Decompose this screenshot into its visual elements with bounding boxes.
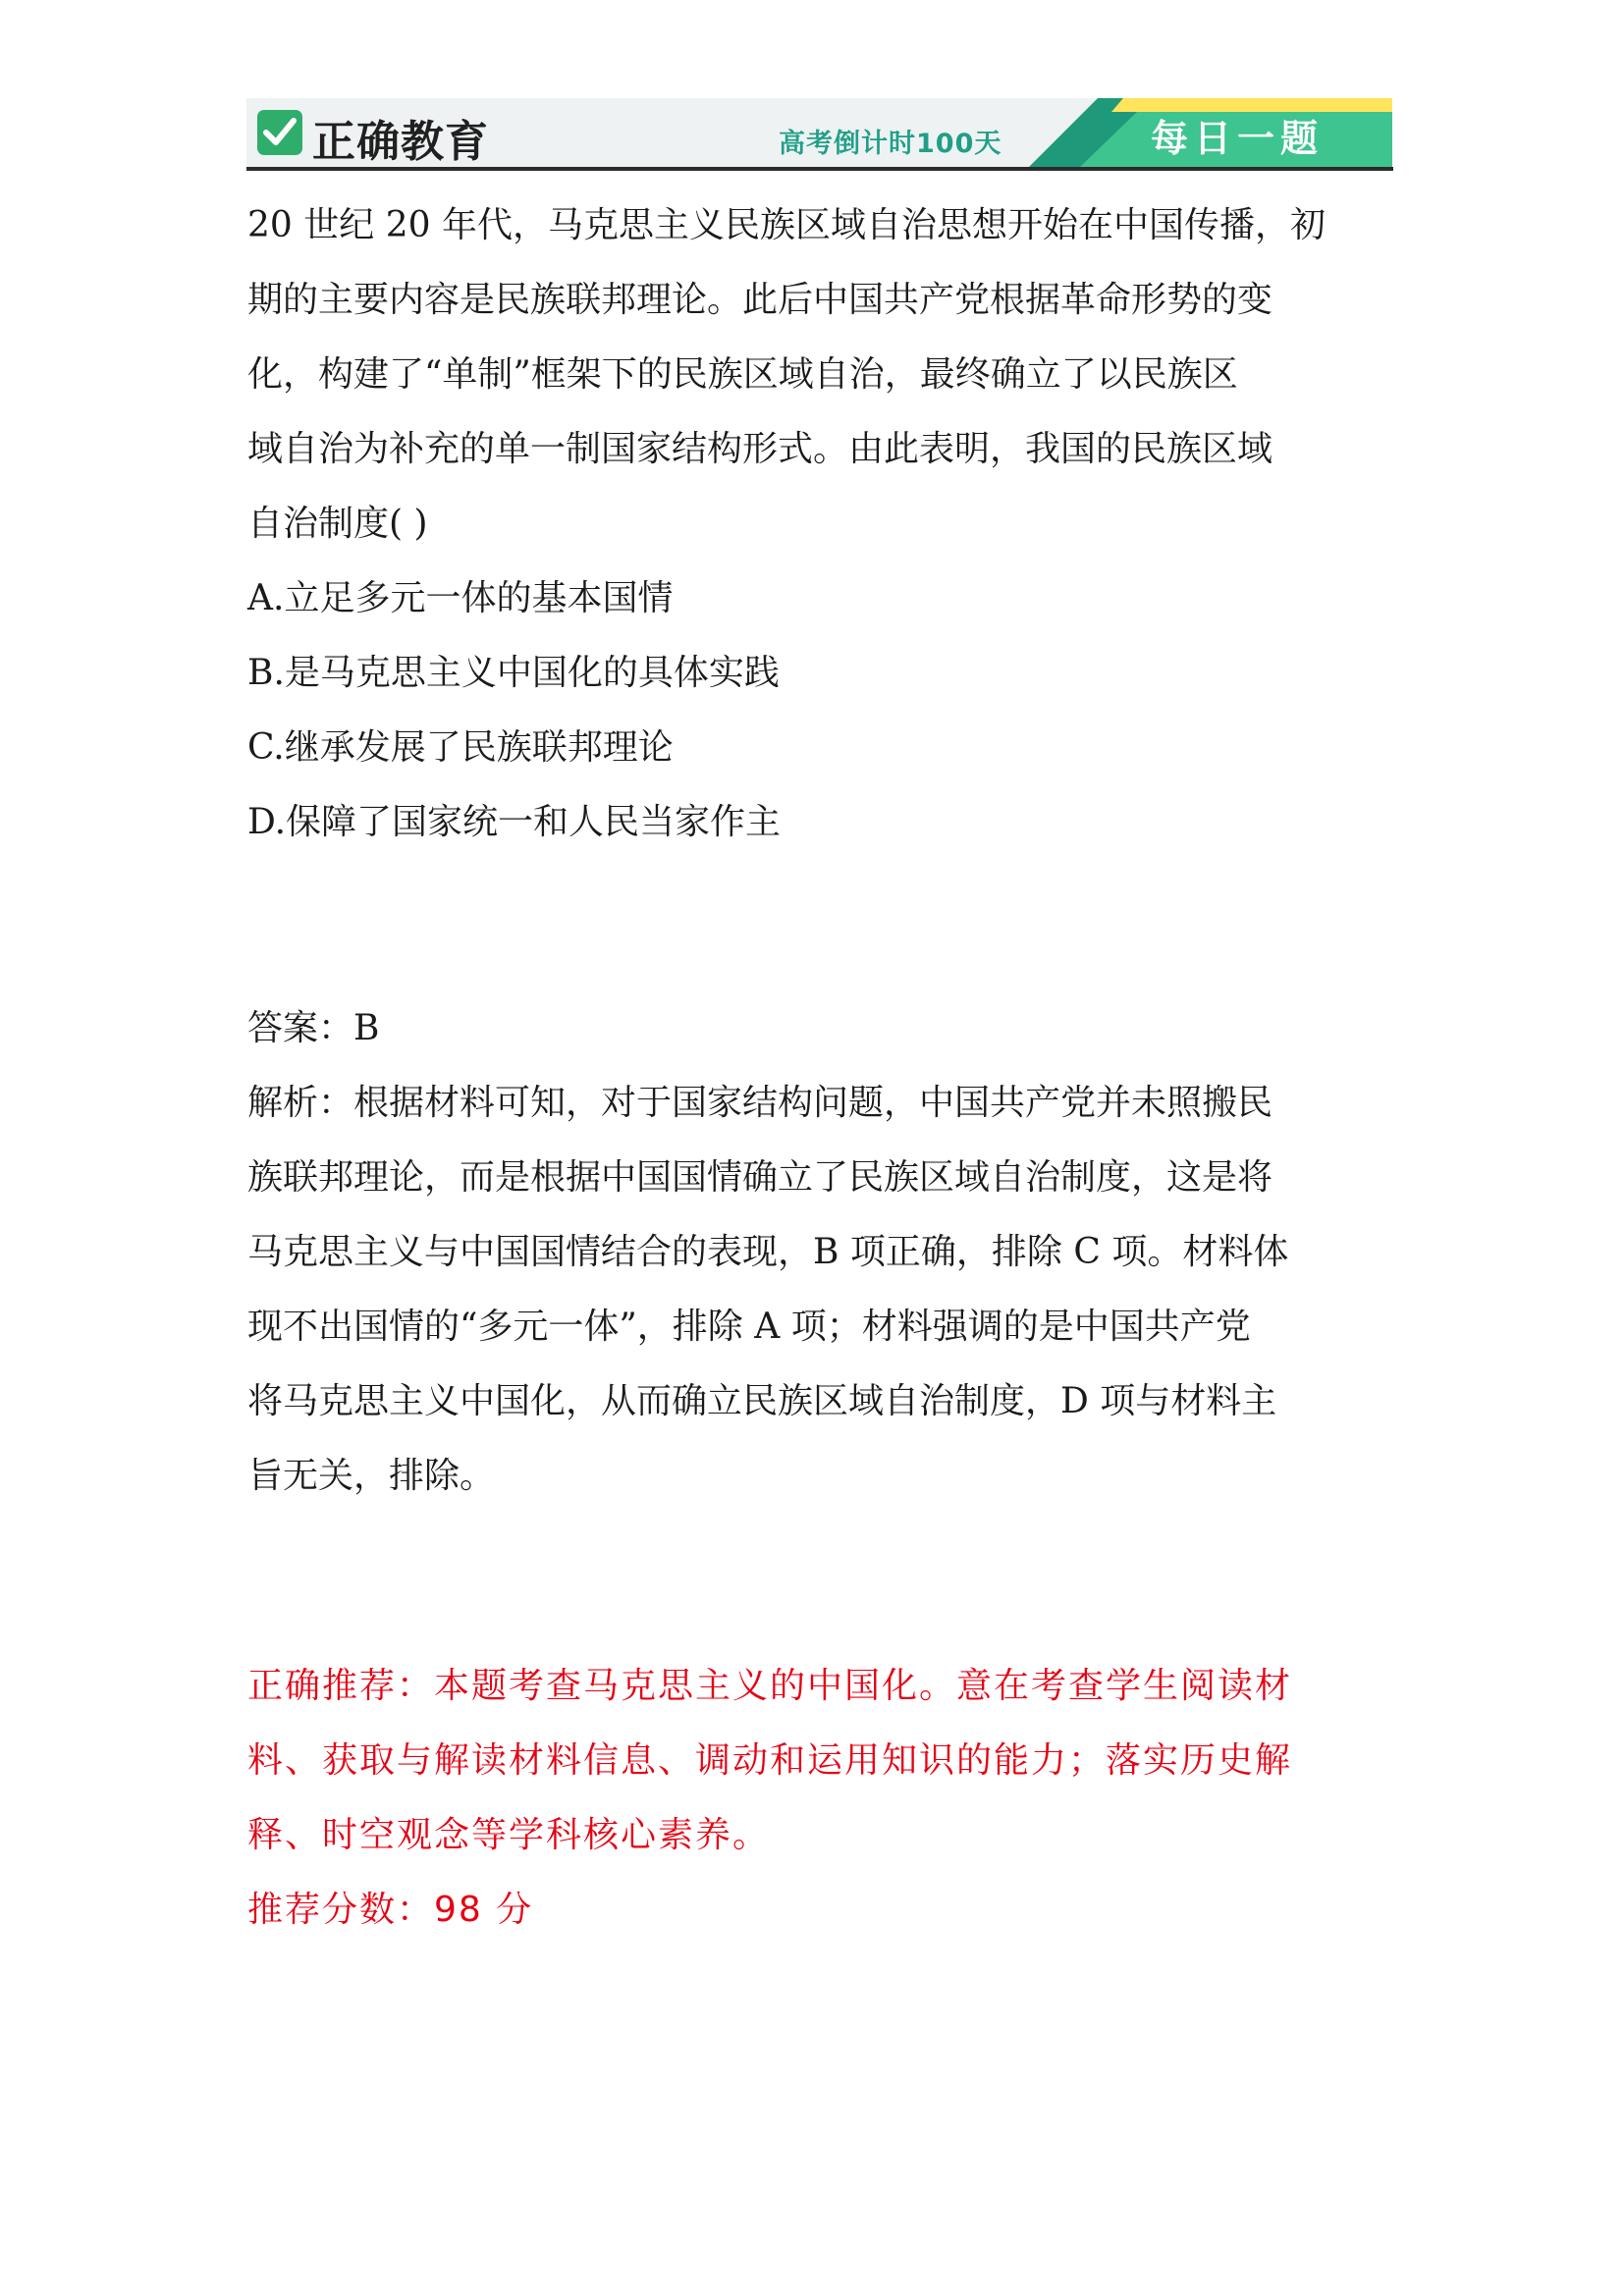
option-b: B.是马克思主义中国化的具体实践	[247, 653, 780, 693]
option-a: A.立足多元一体的基本国情	[247, 578, 674, 618]
answer-line: 答案：B	[247, 1008, 380, 1048]
explanation-line: 现不出国情的“多元一体”，排除 A 项；材料强调的是中国共产党	[247, 1307, 1251, 1347]
question-line: 自治制度( )	[247, 504, 428, 544]
explanation-line: 解析：根据材料可知，对于国家结构问题，中国共产党并未照搬民	[247, 1083, 1273, 1123]
answer-section	[247, 991, 1394, 1514]
countdown-label: 高考倒计时100天	[779, 129, 1002, 159]
question-stem	[247, 188, 1394, 561]
explanation-line: 将马克思主义中国化，从而确立民族区域自治制度，D 项与材料主	[247, 1381, 1277, 1421]
question-line: 20 世纪 20 年代，马克思主义民族区域自治思想开始在中国传播，初	[247, 205, 1326, 245]
question-line: 域自治为补充的单一制国家结构形式。由此表明，我国的民族区域	[247, 429, 1273, 469]
header-divider	[246, 167, 1393, 171]
recommendation-section	[247, 1649, 1394, 1948]
brand-name: 正确教育	[312, 117, 489, 167]
recommended-score: 推荐分数：98 分	[247, 1890, 534, 1930]
explanation-line: 族联邦理论，而是根据中国国情确立了民族区域自治制度，这是将	[247, 1157, 1273, 1198]
question-line: 期的主要内容是民族联邦理论。此后中国共产党根据革命形势的变	[247, 280, 1273, 320]
option-d: D.保障了国家统一和人民当家作主	[247, 802, 782, 842]
answer-options	[247, 561, 1394, 860]
explanation-line: 旨无关，排除。	[247, 1456, 496, 1496]
explanation-line: 马克思主义与中国国情结合的表现，B 项正确，排除 C 项。材料体	[247, 1232, 1289, 1272]
recommendation-line: 料、获取与解读材料信息、调动和运用知识的能力；落实历史解	[247, 1740, 1293, 1781]
option-c: C.继承发展了民族联邦理论	[247, 727, 674, 768]
daily-question-tag: 每日一题	[1151, 117, 1325, 160]
recommendation-line: 正确推荐：本题考查马克思主义的中国化。意在考查学生阅读材	[247, 1666, 1293, 1706]
checkmark-logo-icon	[257, 110, 302, 155]
question-line: 化，构建了“单制”框架下的民族区域自治，最终确立了以民族区	[247, 354, 1238, 395]
recommendation-line: 释、时空观念等学科核心素养。	[247, 1815, 771, 1855]
